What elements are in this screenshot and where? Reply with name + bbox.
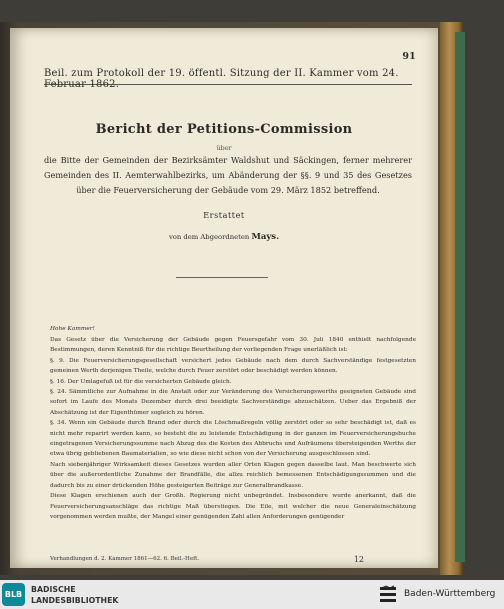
- book-cover-band: [455, 32, 465, 562]
- header-title: Beil. zum Protokoll der 19. öffentl. Sitzung der II. Kammer vom 24. Februar 1862.: [44, 68, 399, 90]
- body-text: [50, 324, 416, 522]
- page-footer: [50, 556, 420, 562]
- body-paragraph: §. 24. Sämmtliche zur Aufnahme in die Anstalt oder zur Veränderung des Versicherungswerths geeigneten Gebäude sind sofort im Laufe des Monats Dezember durch drei beeidigte Sachverständige abzuschätzen. Ueber das Ergebniß der Abschätzung ist der Eigenthümer sogleich zu hören.: [50, 389, 416, 416]
- document-page: [10, 28, 438, 568]
- page-header: [44, 51, 416, 90]
- body-paragraph: Das Gesetz über die Versicherung der Gebäude gegen Feuersgefahr vom 30. Juli 1840 enthielt nachfolgende Bestimmungen, deren Kenntniß für die richtige Beurtheilung der vorliegenden Frage unerläßlich ist:: [50, 337, 416, 354]
- library-name-line2: LANDESBIBLIOTHEK: [31, 596, 119, 605]
- blb-logo-text: BLB: [4, 590, 23, 599]
- body-paragraph: §. 9. Die Feuerversicherungsgesellschaft versichert jedes Gebäude nach dem durch Sachverständige festgesetzten gemeinen Werth derjenigen Theile, welche durch Feuer zerstört oder beschädigt werden können.: [50, 357, 416, 375]
- page-number: 91: [402, 51, 416, 62]
- state-name[interactable]: Baden-Württemberg: [404, 589, 496, 599]
- section-divider: [176, 277, 268, 278]
- erstattet-label: Erstattet: [203, 211, 245, 220]
- body-paragraph: Diese Klagen erschienen auch der Großh. Regierung nicht unbegründet. Insbesondere wurde anerkannt, daß die Feuerversicherungsanschläge das richtige Maß überstiegen. Die Eile, mit welcher die neue Generaleinschätzung vorgenommen werden mußte, der Mangel einer genügenden Zahl allen Anforderungen genügender: [50, 493, 416, 520]
- library-name[interactable]: [31, 584, 118, 606]
- document-subject: die Bitte der Gemeinden der Bezirksämter Waldshut und Säckingen, ferner mehrerer Gemeinden des II. Aemterwahlbezirks, um Abänderung der §§. 9 und 35 des Gesetzes über die Feuerversicherung der Gebäude vom 29. März 1852 betreffend.: [44, 155, 412, 195]
- footer-source: Verhandlungen d. 2. Kammer 1861—62. 6. Beil.-Heft.: [50, 556, 200, 562]
- signature-mark: 12: [353, 555, 364, 564]
- body-paragraph: §. 34. Wenn ein Gebäude durch Brand oder durch die Löschmaßregeln völlig zerstört oder so sehr beschädigt ist, daß es nicht mehr reparirt werden kann, so besteht die zu leistende Entschädigung in der ganzen im Feuerversicherungsbuche eingetragenen Versicherungssumme nach Abzug des die Kosten des Abbruchs und Aufräumens übersteigenden Werths der etwa übrig gebliebenen Baumaterialien, so wie diese nicht schon von der Versicherung ausgeschlossen sind.: [50, 420, 416, 458]
- body-paragraph: §. 16. Der Umlagefuß ist für die versicherten Gebäude gleich.: [50, 378, 232, 385]
- document-heading: Bericht der Petitions-Commission: [95, 122, 353, 137]
- library-name-line1: BADISCHE: [31, 585, 76, 594]
- byline: [10, 232, 438, 242]
- state-coat-of-arms-icon[interactable]: [377, 584, 399, 606]
- viewer-footer-bar: [0, 580, 504, 609]
- heading-connector: über: [216, 144, 232, 152]
- byline-prefix: von dem Abgeordneten: [168, 233, 250, 241]
- salutation: Hohe Kammer!: [50, 326, 95, 332]
- author-name: Mays.: [251, 232, 280, 242]
- body-paragraph: Nach siebenjähriger Wirksamkeit dieses Gesetzes wurden aller Orten Klagen gegen dasselbe laut. Man beschwerte sich über die außerordentliche Zunahme der Brandfälle, die allzu reichlich bemessenen Entschädigungssummen und die dadurch bis zu einer drückenden Höhe gesteigerten Beiträge zur Generalbrandkasse.: [50, 461, 416, 489]
- book-scan: [0, 22, 463, 575]
- blb-logo-icon[interactable]: [2, 583, 25, 606]
